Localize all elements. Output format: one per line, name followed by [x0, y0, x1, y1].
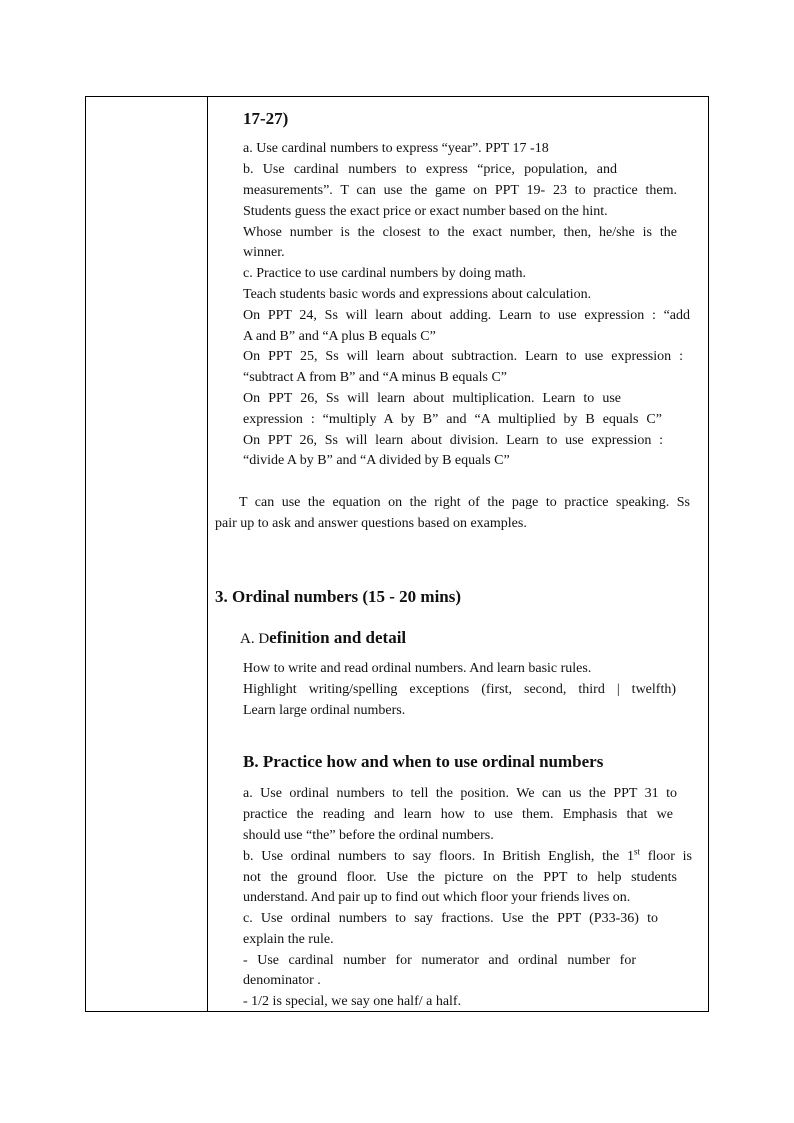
cardinal-line-6: winner. — [243, 245, 285, 260]
cardinal-line-11: On PPT 25, Ss will learn about subtraction. Learn to use expression : — [243, 349, 683, 364]
cardinal-line-5: Whose number is the closest to the exact number, then, he/she is the — [243, 225, 677, 240]
subsection-a-rest: efinition and detail — [269, 628, 407, 647]
speaking-line-2: pair up to ask and answer questions based on examples. — [215, 516, 527, 531]
practice-line-10: denominator . — [243, 973, 321, 988]
cardinal-line-4: Students guess the exact price or exact number based on the hint. — [243, 204, 608, 219]
practice-line-2: practice the reading and learn how to use them. Emphasis that we — [243, 807, 673, 822]
cardinal-line-10: A and B” and “A plus B equals C” — [243, 329, 436, 344]
definition-line-2: Highlight writing/spelling exceptions (first, second, third | twelfth) — [243, 682, 676, 697]
definition-line-1: How to write and read ordinal numbers. And learn basic rules. — [243, 661, 592, 676]
practice-line-1: a. Use ordinal numbers to tell the position. We can us the PPT 31 to — [243, 786, 677, 801]
cardinal-line-13: On PPT 26, Ss will learn about multiplication. Learn to use — [243, 391, 621, 406]
cardinal-line-1: a. Use cardinal numbers to express “year”. PPT 17 -18 — [243, 141, 549, 156]
subsection-a-cap: A. D — [240, 631, 270, 647]
practice-line-4 — [243, 847, 692, 867]
column-divider — [207, 97, 208, 1011]
cardinal-line-12: “subtract A from B” and “A minus B equals C” — [243, 370, 508, 385]
cardinal-line-9: On PPT 24, Ss will learn about adding. Learn to use expression : “add — [243, 308, 690, 323]
practice-line-8: explain the rule. — [243, 932, 334, 947]
practice-line-3: should use “the” before the ordinal numbers. — [243, 828, 494, 843]
section-3-title: 3. Ordinal numbers (15 - 20 mins) — [215, 587, 462, 606]
subsection-a-title — [240, 627, 406, 650]
practice-line-5: not the ground floor. Use the picture on the PPT to help students — [243, 870, 677, 885]
definition-line-3: Learn large ordinal numbers. — [243, 703, 406, 718]
cardinal-line-3: measurements”. T can use the game on PPT 19- 23 to practice them. — [243, 183, 677, 198]
speaking-line-1: T can use the equation on the right of the page to practice speaking. Ss — [239, 495, 690, 510]
ordinal-suffix: st — [633, 846, 640, 857]
cardinal-line-14: expression : “multiply A by B” and “A multiplied by B equals C” — [243, 412, 662, 427]
subsection-b-title: B. Practice how and when to use ordinal numbers — [243, 752, 604, 771]
practice-line-4-post: floor is — [639, 849, 692, 864]
practice-line-11: - 1/2 is special, we say one half/ a half. — [243, 994, 462, 1009]
continued-heading: 17-27) — [243, 109, 289, 128]
cardinal-line-8: Teach students basic words and expressions about calculation. — [243, 287, 592, 302]
practice-line-7: c. Use ordinal numbers to say fractions. Use the PPT (P33-36) to — [243, 911, 658, 926]
cardinal-line-7: c. Practice to use cardinal numbers by doing math. — [243, 266, 527, 281]
cardinal-line-2: b. Use cardinal numbers to express “price, population, and — [243, 162, 617, 177]
practice-line-6: understand. And pair up to find out which floor your friends lives on. — [243, 890, 631, 905]
practice-line-9: - Use cardinal number for numerator and ordinal number for — [243, 953, 636, 968]
cardinal-line-16: “divide A by B” and “A divided by B equals C” — [243, 453, 510, 468]
practice-line-4-pre: b. Use ordinal numbers to say floors. In British English, the 1 — [243, 849, 634, 864]
cardinal-line-15: On PPT 26, Ss will learn about division. Learn to use expression : — [243, 433, 663, 448]
